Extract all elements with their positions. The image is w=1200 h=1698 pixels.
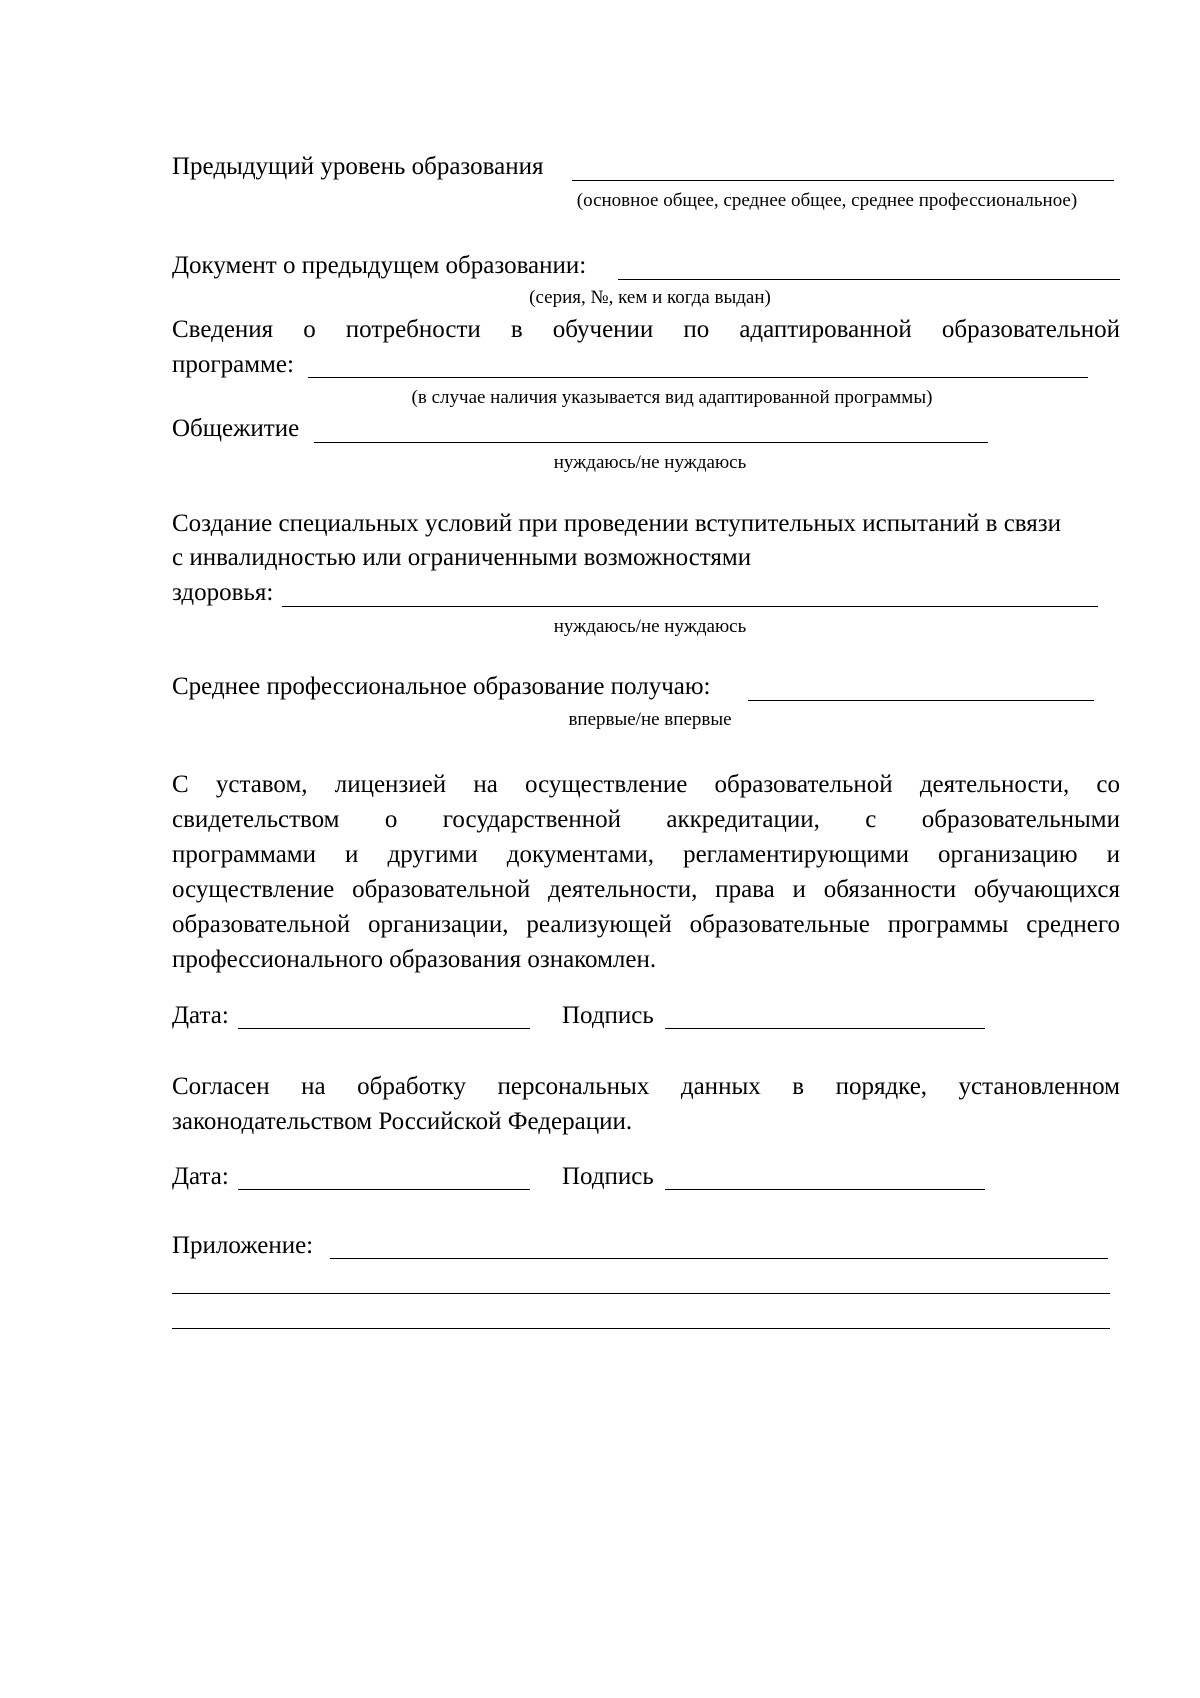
date-field-2[interactable] bbox=[238, 1189, 530, 1190]
charter-text-4: осуществление образовательной деятельности, права и обязанности обучающихся bbox=[172, 876, 1120, 903]
consent-text-2: законодательством Российской Федерации. bbox=[172, 1108, 633, 1135]
prev-doc-field[interactable] bbox=[618, 279, 1120, 280]
special-conditions-field[interactable] bbox=[282, 606, 1098, 607]
dormitory-label: Общежитие bbox=[172, 415, 300, 442]
special-conditions-hint: нуждаюсь/не нуждаюсь bbox=[553, 616, 747, 637]
dormitory-field[interactable] bbox=[314, 442, 988, 443]
date-field-1[interactable] bbox=[238, 1028, 530, 1029]
adapted-program-field[interactable] bbox=[308, 377, 1088, 378]
date-label-2: Дата: bbox=[172, 1163, 229, 1190]
signature-label-1: Подпись bbox=[562, 1002, 654, 1029]
signature-label-2: Подпись bbox=[562, 1163, 654, 1190]
charter-text-1: С уставом, лицензией на осуществление образовательной деятельности, со bbox=[172, 771, 1120, 798]
charter-text-6: профессионального образования ознакомлен. bbox=[172, 946, 657, 973]
spo-hint: впервые/не впервые bbox=[568, 709, 732, 730]
signature-field-1[interactable] bbox=[665, 1028, 985, 1029]
adapted-program-text: Сведения о потребности в обучении по адаптированной образовательной bbox=[172, 316, 1120, 343]
signature-field-2[interactable] bbox=[665, 1189, 985, 1190]
prev-level-hint: (основное общее, среднее общее, среднее профессиональное) bbox=[576, 190, 1078, 211]
adapted-program-label: программе: bbox=[172, 351, 294, 378]
prev-level-label: Предыдущий уровень образования bbox=[172, 153, 544, 180]
charter-text-5: образовательной организации, реализующей образовательные программы среднего bbox=[172, 911, 1120, 938]
charter-text-3: программами и другими документами, регламентирующими организацию и bbox=[172, 841, 1120, 868]
adapted-program-hint: (в случае наличия указывается вид адаптированной программы) bbox=[411, 387, 933, 408]
date-label-1: Дата: bbox=[172, 1002, 229, 1029]
prev-doc-label: Документ о предыдущем образовании: bbox=[172, 252, 587, 279]
prev-level-field[interactable] bbox=[572, 180, 1114, 181]
special-conditions-text-2: с инвалидностью или ограниченными возможностями bbox=[172, 544, 752, 571]
special-conditions-label: здоровья: bbox=[172, 579, 274, 606]
spo-label: Среднее профессиональное образование получаю: bbox=[172, 673, 711, 700]
special-conditions-text-1: Создание специальных условий при проведении вступительных испытаний в связи bbox=[172, 510, 1062, 537]
attachment-field-1[interactable] bbox=[330, 1258, 1108, 1259]
spo-field[interactable] bbox=[748, 700, 1094, 701]
attachment-label: Приложение: bbox=[172, 1232, 314, 1259]
prev-doc-hint: (серия, №, кем и когда выдан) bbox=[529, 287, 771, 308]
attachment-field-3[interactable] bbox=[172, 1328, 1110, 1329]
consent-text-1: Согласен на обработку персональных данных в порядке, установленном bbox=[172, 1073, 1120, 1100]
charter-text-2: свидетельством о государственной аккредитации, с образовательными bbox=[172, 806, 1120, 833]
attachment-field-2[interactable] bbox=[172, 1293, 1110, 1294]
dormitory-hint: нуждаюсь/не нуждаюсь bbox=[553, 452, 747, 473]
